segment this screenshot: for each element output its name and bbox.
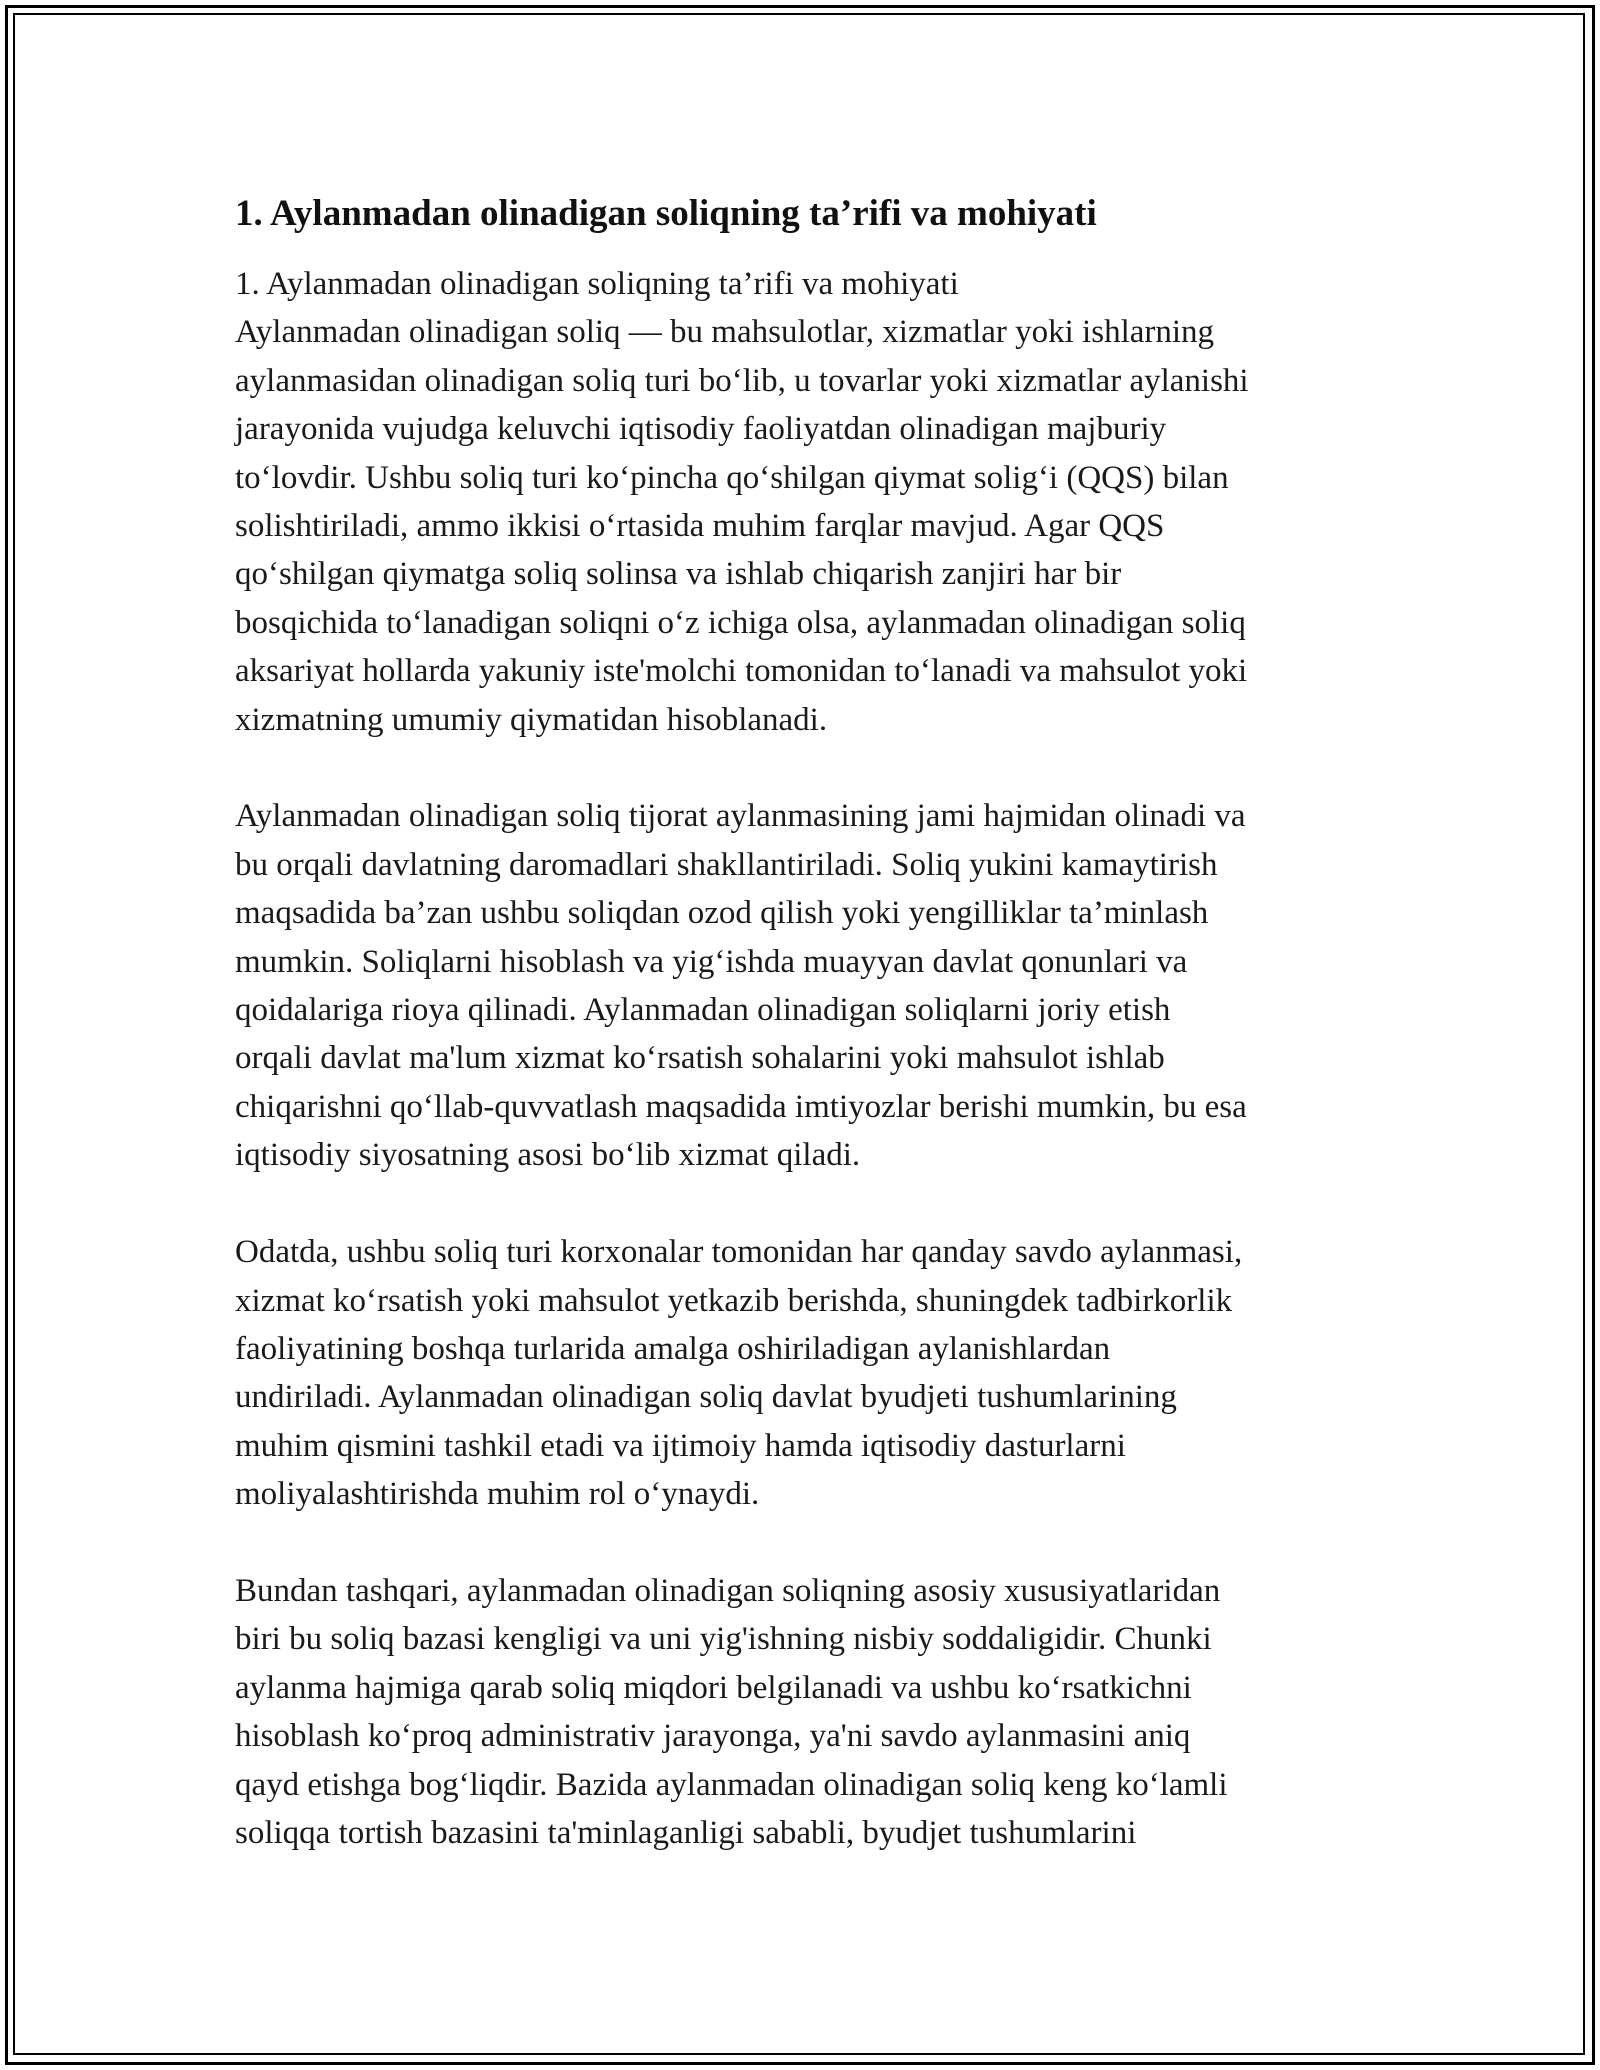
paragraph-features: Bundan tashqari, aylanmadan olinadigan soliqning asosiy xususiyatlaridan biri bu soliq bazasi kengligi va uni yig'ishning nisbiy soddaligidir. Chunki aylanma hajmiga qarab soliq miqdori belgilanadi va ushbu ko‘rsatkichni hisoblash ko‘proq administrativ jarayonga, ya'ni savdo aylanmasini aniq qayd etishga bog‘liqdir. Bazida aylanmadan olinadigan soliq keng ko‘lamli soliqqa tortish bazasini ta'minlaganligi sababli, byudjet tushumlarini: [235, 1572, 1228, 1851]
section-heading: 1. Aylanmadan olinadigan soliqning ta’rifi va mohiyati: [235, 193, 1097, 234]
document-page: [235, 183, 1375, 1857]
intro-line: 1. Aylanmadan olinadigan soliqning ta’rifi va mohiyati: [235, 266, 959, 302]
paragraph-collection: Odatda, ushbu soliq turi korxonalar tomonidan har qanday savdo aylanmasi, xizmat ko‘rsatish yoki mahsulot yetkazib berishda, shuningdek tadbirkorlik faoliyatining boshqa turlarida amalga oshiriladigan aylanishlardan undiriladi. Aylanmadan olinadigan soliq davlat byudjeti tushumlarining muhim qismini tashkil etadi va ijtimoiy hamda iqtisodiy dasturlarni moliyalashtirishda muhim rol o‘ynaydi.: [235, 1234, 1243, 1513]
paragraph-definition: Aylanmadan olinadigan soliq — bu mahsulotlar, xizmatlar yoki ishlarning aylanmasidan olinadigan soliq turi bo‘lib, u tovarlar yoki xizmatlar aylanishi jarayonida vujudga keluvchi iqtisodiy faoliyatdan olinadigan majburiy to‘lovdir. Ushbu soliq turi ko‘pincha qo‘shilgan qiymat solig‘i (QQS) bilan solishtiriladi, ammo ikkisi o‘rtasida muhim farqlar mavjud. Agar QQS qo‘shilgan qiymatga soliq solinsa va ishlab chiqarish zanjiri har bir bosqichida to‘lanadigan soliqni o‘z ichiga olsa, aylanmadan olinadigan soliq aksariyat hollarda yakuniy iste'molchi tomonidan to‘lanadi va mahsulot yoki xizmatning umumiy qiymatidan hisoblanadi.: [235, 314, 1249, 738]
document-body: [235, 260, 1375, 1857]
paragraph-revenue: Aylanmadan olinadigan soliq tijorat aylanmasining jami hajmidan olinadi va bu orqali davlatning daromadlari shakllantiriladi. Soliq yukini kamaytirish maqsadida ba’zan ushbu soliqdan ozod qilish yoki yengilliklar ta’minlash mumkin. Soliqlarni hisoblash va yig‘ishda muayyan davlat qonunlari va qoidalariga rioya qilinadi. Aylanmadan olinadigan soliqlarni joriy etish orqali davlat ma'lum xizmat ko‘rsatish sohalarini yoki mahsulot ishlab chiqarishni qo‘llab-quvvatlash maqsadida imtiyozlar berishi mumkin, bu esa iqtisodiy siyosatning asosi bo‘lib xizmat qiladi.: [235, 798, 1247, 1174]
